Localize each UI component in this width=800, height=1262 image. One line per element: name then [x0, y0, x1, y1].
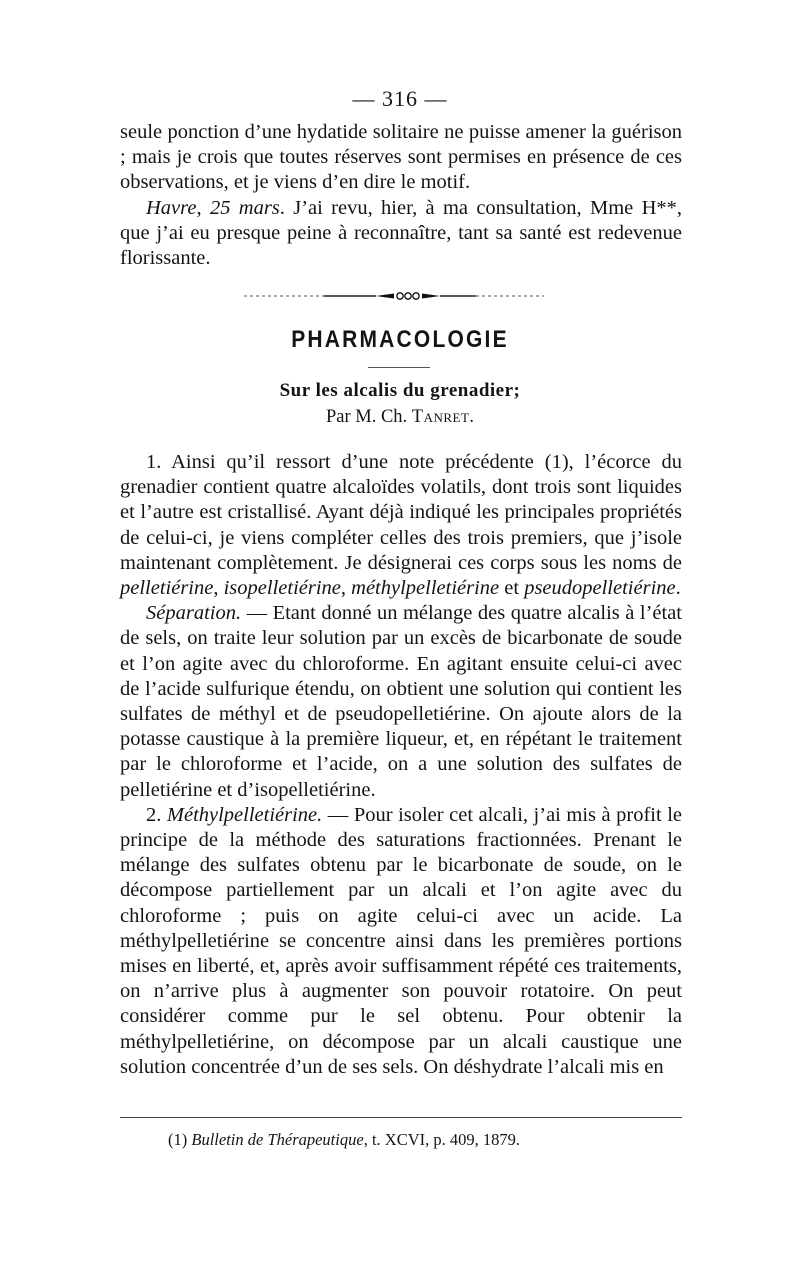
- footnote-journal: Bulletin de Thérapeutique: [191, 1130, 364, 1149]
- body-paragraph-3: [120, 803, 682, 1080]
- term-isopelletierine: isopelletiérine: [223, 577, 341, 600]
- body-paragraph-1-text: Ainsi qu’il ressort d’une note précédente (1), l’écorce du grenadier contient quatre alcaloïdes volatils, dont trois sont liquides et l’autre est cristallisé. Ayant déjà indiqué les principales propriétés de celui-ci, je viens compléter celles des trois premiers, que j’isole maintenant complètement. Je désignerai ces corps sous les noms de: [120, 451, 682, 574]
- footnote-reference: , t. XCVI, p. 409, 1879.: [363, 1130, 520, 1149]
- body-paragraph-2-text: — Etant donné un mélange des quatre alcalis à l’état de sels, on traite leur solution par un excès de bicarbonate de soude et l’on agite avec du chloroforme. En agitant ensuite celui-ci avec de l’acide sulfurique étendu, on obtient une solution qui contient les sulfates de méthyl et de pseudopelletiérine. On ajoute alors de la potasse caustique à la première liqueur, et, en répétant le traitement par le chloroforme et l’acide, on a une solution des sulfates de pelletiérine et d’isopelletiérine.: [120, 602, 682, 801]
- body-paragraph-2: [120, 601, 682, 803]
- title-rule: [368, 367, 430, 368]
- footnote: [168, 1130, 682, 1150]
- comma-2: ,: [340, 577, 352, 600]
- dateline-date: 25 mars: [209, 196, 280, 219]
- intro-paragraph-2-text: . J’ai revu, hier, à ma consultation, Mme H**, que j’ai eu presque peine à reconnaître, tant sa santé est redevenue florissante.: [120, 196, 682, 270]
- footnote-rule: [120, 1117, 682, 1118]
- paragraph-number-1: 1.: [146, 451, 162, 473]
- period: .: [675, 577, 681, 600]
- article-body: [120, 450, 682, 1080]
- term-pelletierine: pelletiérine: [120, 577, 214, 600]
- and-word: et: [499, 577, 525, 600]
- byline: [0, 407, 800, 428]
- separation-heading: Séparation.: [146, 602, 242, 625]
- comma-1: ,: [213, 577, 224, 600]
- byline-suffix: .: [469, 407, 475, 427]
- term-pseudopelletierine: pseudopelletiérine: [524, 577, 676, 600]
- article-title: Sur les alcalis du grenadier;: [279, 380, 521, 401]
- body-paragraph-3-text: — Pour isoler cet alcali, j’ai mis à profit le principe de la méthode des saturations fractionnées. Prenant le mélange des sulfates obtenu par le bicarbonate de soude, on le décompose partiellement par un alcali et l’on agite avec du chloroforme ; puis on agite celui-ci avec un acide. La méthylpelletiérine se concentre ainsi dans les premières portions mises en liberté, et, après avoir suffisamment répété ces traitements, on n’arrive plus à augmenter son pouvoir rotatoire. On peut considérer comme pur le sel obtenu. Pour obtenir la méthylpelletiérine, on décompose par un alcali caustique une solution concentrée d’un de ses sels. On déshydrate l’alcali mis en: [120, 803, 682, 1078]
- body-paragraph-1: [120, 450, 682, 601]
- dateline-place: Havre: [146, 196, 197, 219]
- footnote-mark: (1): [168, 1130, 192, 1149]
- dateline-separator: ,: [196, 196, 210, 219]
- intro-text-block: [120, 120, 682, 271]
- ornament-divider: [244, 289, 544, 303]
- byline-prefix: Par M. Ch.: [325, 407, 412, 427]
- methylpelletierine-heading: Méthylpelletiérine.: [166, 803, 323, 826]
- section-title: PHARMACOLOGIE: [291, 326, 509, 353]
- page-number: — 316 —: [352, 86, 448, 111]
- intro-paragraph-2: [120, 196, 682, 272]
- intro-paragraph-1: seule ponction d’une hydatide solitaire ne puisse amener la guérison ; mais je crois que toutes réserves sont permises en présence de ces observations, et je viens d’en dire le motif.: [120, 121, 682, 194]
- byline-author: Tanret: [411, 407, 470, 427]
- term-methylpelletierine: méthylpelletiérine: [351, 577, 500, 600]
- paragraph-number-2: 2.: [146, 803, 162, 826]
